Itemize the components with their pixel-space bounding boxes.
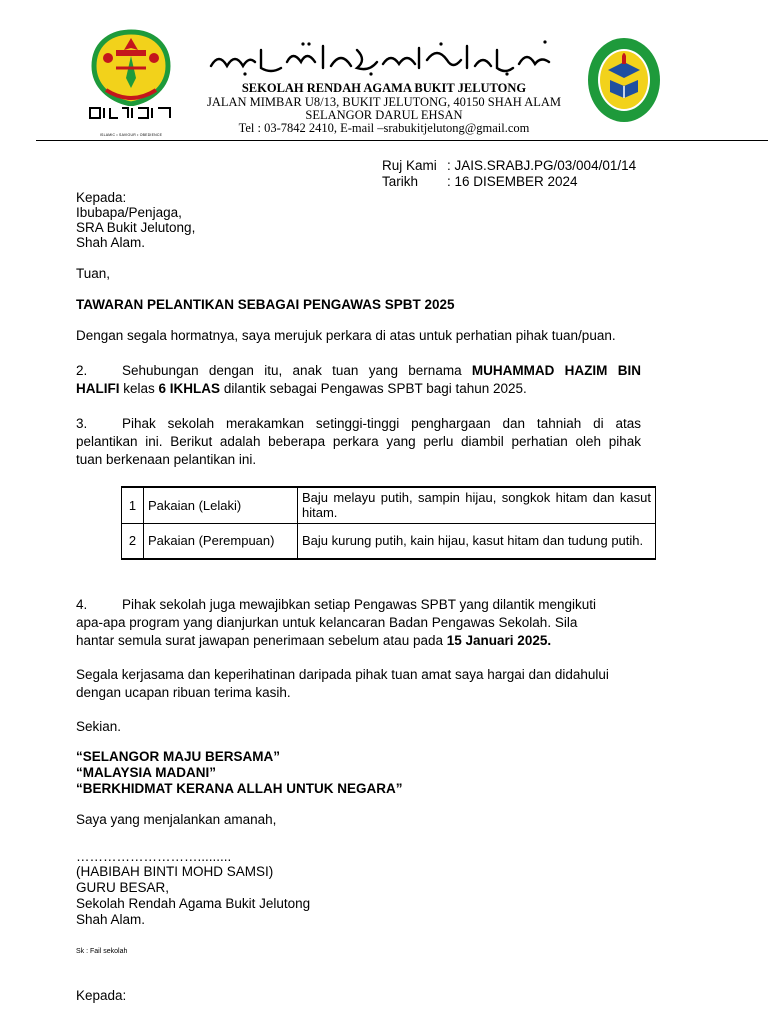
row-description: Baju melayu putih, sampin hijau, songkok hitam dan kasut hitam. [298,487,656,523]
para2-number: 2. [76,363,88,378]
paragraph-5-line2: dengan ucapan ribuan terima kasih. [76,685,291,700]
letterhead-divider [36,140,768,141]
motto-3: “BERKHIDMAT KERANA ALLAH UNTUK NEGARA” [76,781,403,796]
student-name-part1: MUHAMMAD HAZIM BIN [471,363,641,378]
signatory-name: (HABIBAH BINTI MOHD SAMSI) [76,864,274,879]
signatory-city: Shah Alam. [76,912,146,927]
motto-1: “SELANGOR MAJU BERSAMA” [76,749,281,764]
school-emblem-icon [586,36,662,124]
school-crest-right-logo [586,36,662,124]
paragraph-5-line1: Segala kerjasama dan keperihatinan daripada pihak tuan amat saya hargai dan didahului [76,667,609,682]
para2-text: Sehubungan dengan itu, anak tuan yang bernama [122,363,462,378]
tarikh-value: : 16 DISEMBER 2024 [447,174,578,189]
jawi-banner [205,36,565,80]
ruj-label: Ruj Kami [382,158,437,173]
row-number: 1 [122,487,144,523]
row-item: Pakaian (Lelaki) [144,487,298,523]
para4-line3-text: hantar semula surat jawapan penerimaan sebelum atau pada [76,633,443,648]
paragraph-4-line3 [76,632,551,650]
row-item: Pakaian (Perempuan) [144,523,298,559]
closing-line: Saya yang menjalankan amanah, [76,812,277,827]
row-description: Baju kurung putih, kain hijau, kasut hitam dan tudung putih. [298,523,656,559]
jawi-calligraphy-icon [205,36,565,80]
ruj-value: : JAIS.SRABJ.PG/03/004/01/14 [447,158,637,173]
paragraph-3-line3: tuan berkenaan pelantikan ini. [76,452,257,467]
tarikh-label: Tarikh [382,174,419,189]
table-row [122,487,656,523]
row-number: 2 [122,523,144,559]
para2-post: dilantik sebagai Pengawas SPBT bagi tahun 2025. [223,381,527,396]
logo-left-caption: ISLAMIC • SAVIOUR • OBEDIENCE [99,133,163,137]
paragraph-3-line2: pelantikan ini. Berikut adalah beberapa perkara yang perlu diambil perhatian oleh pihak [76,434,641,449]
recipient-line1: Ibubapa/Penjaga, [76,205,182,220]
motto-2: “MALAYSIA MADANI” [76,765,217,780]
school-name: SEKOLAH RENDAH AGAMA BUKIT JELUTONG [241,81,527,95]
subject-title: TAWARAN PELANTIKAN SEBAGAI PENGAWAS SPBT 2025 [76,297,455,312]
signatory-title: GURU BESAR, [76,880,170,895]
paragraph-4-line1 [76,596,596,614]
salutation: Tuan, [76,266,111,281]
school-contact: Tel : 03-7842 2410, E-mail –srabukitjelutong@gmail.com [238,121,530,135]
para3-line1-text: Pihak sekolah merakamkan setinggi-tinggi penghargaan dan tahniah di atas [122,416,641,431]
sk-note: Sk : Fail sekolah [76,948,128,955]
paragraph-2-line1 [76,362,641,380]
reply-deadline: 15 Januari 2025. [446,633,552,648]
recipient-line3: Shah Alam. [76,235,146,250]
table-row [122,523,656,559]
para3-number: 3. [76,416,88,431]
paragraph-4-line2: apa-apa program yang dianjurkan untuk kelancaran Badan Pengawas Sekolah. Sila [76,615,578,630]
kepada-label: Kepada: [76,190,127,205]
kelas-word: kelas [123,381,155,396]
signatory-school: Sekolah Rendah Agama Bukit Jelutong [76,896,311,911]
student-name-part2: HALIFI [76,381,120,396]
kepada-bottom: Kepada: [76,988,127,1003]
school-address-line2: SELANGOR DARUL EHSAN [305,108,463,122]
recipient-line2: SRA Bukit Jelutong, [76,220,196,235]
school-address-line1: JALAN MIMBAR U8/13, BUKIT JELUTONG, 40150 SHAH ALAM [206,95,562,109]
class-name: 6 IKHLAS [158,381,221,396]
para4-number: 4. [76,597,88,612]
sekian: Sekian. [76,719,122,734]
paragraph-1: Dengan segala hormatnya, saya merujuk perkara di atas untuk perhatian pihak tuan/puan. [76,328,616,343]
paragraph-3-line1 [76,415,641,433]
paragraph-2-line2 [76,380,527,398]
signature-dots: ………………………......... [76,849,232,864]
para4-line1-text: Pihak sekolah juga mewajibkan setiap Pengawas SPBT yang dilantik mengikuti [122,597,597,612]
attire-table [121,486,656,560]
